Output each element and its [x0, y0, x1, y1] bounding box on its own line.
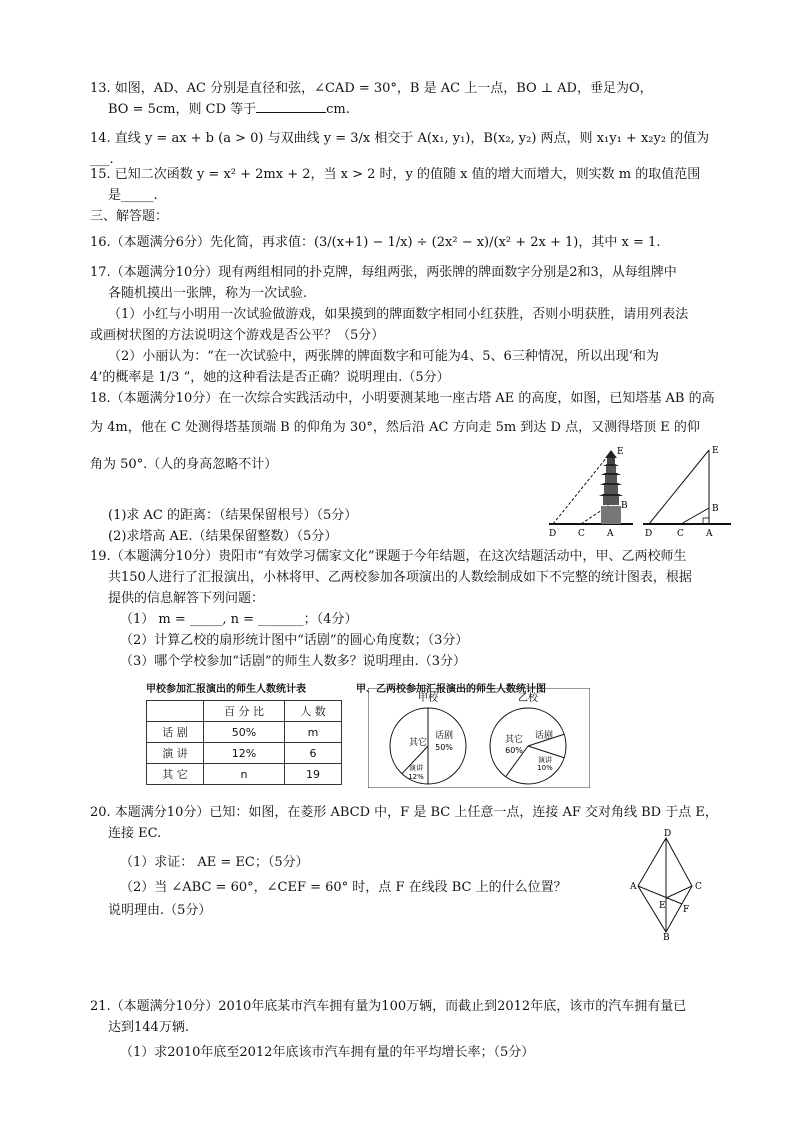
table-row [147, 722, 342, 743]
pie2-label-other: 其它 [504, 735, 524, 745]
rhombus-label-d: D [664, 829, 672, 839]
rhombus-label-b: B [663, 933, 670, 940]
fig2-label-c: C [677, 529, 684, 539]
q20-line1: 20. 本题满分10分）已知：如图，在菱形 ABCD 中，F 是 BC 上任意一点，连接 AF 交对角线 BD 于点 E， [90, 805, 718, 820]
pie2-label-drama: 话剧 [534, 731, 554, 741]
q20-part2: （2）当 ∠ABC = 60°，∠CEF = 60° 时，点 F 在线段 BC 上的什么位置？ [120, 880, 567, 895]
q19-part3: （3）哪个学校参加“话剧”的师生人数多？说明理由.（3分） [120, 654, 466, 669]
table-cell: n [204, 764, 285, 785]
pie1-value-speech: 12% [408, 773, 424, 781]
question-16 [90, 232, 730, 253]
table-cell: m [284, 722, 341, 743]
q19-table-title: 甲校参加汇报演出的师生人数统计表 [146, 684, 306, 695]
table-cell: 其 它 [147, 764, 204, 785]
pie1-title: 甲校 [418, 693, 438, 704]
pie-jia [390, 708, 466, 784]
fig1-label-b: B [621, 501, 628, 511]
table-cell: 19 [284, 764, 341, 785]
pie-yi [490, 708, 566, 784]
q20-part3: 说明理由.（5分） [108, 903, 212, 918]
q18-part2: (2)求塔高 AE.（结果保留整数）（5分） [108, 529, 338, 544]
q17-part1b: 或画树状图的方法说明这个游戏是否公平？（5分） [90, 328, 385, 343]
table-cell: 演 讲 [147, 743, 204, 764]
table-cell: 话 剧 [147, 722, 204, 743]
q20-rhombus-figure [628, 828, 708, 940]
q13-line1: 13. 如图，AD、AC 分别是直径和弦，∠CAD = 30°，B 是 AC 上一点，BO ⊥ AD，垂足为O， [90, 81, 653, 96]
rhombus-label-c: C [695, 882, 702, 892]
rhombus-abcd [638, 838, 692, 932]
fig1-label-d: D [549, 529, 557, 539]
pie1-label-drama: 话剧 [434, 731, 454, 741]
fig1-label-e: E [617, 447, 624, 457]
q19-line2: 共150人进行了汇报演出，小林将甲、乙两校参加各项演出的人数绘制成如下不完整的统计图表，根据 [108, 570, 692, 585]
pie2-value-speech: 10% [537, 764, 553, 772]
question-19 [90, 546, 730, 672]
question-13 [90, 78, 730, 120]
q18-part1: (1)求 AC 的距离：（结果保留根号）（5分） [108, 508, 358, 523]
section-3-heading: 三、解答题： [90, 209, 169, 224]
line-cb [681, 508, 709, 524]
fig2-label-b: B [712, 504, 719, 514]
table-header-row [147, 701, 342, 722]
q19-part2: （2）计算乙校的扇形统计图中“话剧”的圆心角度数；（3分） [120, 633, 469, 648]
question-21 [90, 996, 730, 1063]
q21-part1: （1）求2010年底至2012年底该市汽车拥有量的年平均增长率；（5分） [120, 1045, 535, 1060]
q14-text: 14. 直线 y = ax + b (a > 0) 与双曲线 y = 3/x 相交于 A(x₁, y₁)，B(x₂, y₂) 两点，则 x₁y₁ + x₂y₂ 的值为___. [90, 131, 710, 167]
pie2-value-other: 60% [505, 746, 523, 755]
q18-line2: 为 4m，他在 C 处测得塔基顶端 B 的仰角为 30°，然后沿 AC 方向走 5m 到达 D 点，又测得塔顶 E 的仰 [90, 420, 700, 435]
table-cell: 6 [284, 743, 341, 764]
q15-line2: 是_____. [108, 188, 158, 203]
fig2-label-a: A [706, 529, 713, 539]
pie1-label-speech: 演讲 [409, 764, 423, 772]
rhombus-label-a: A [630, 882, 637, 892]
table-header-cell: 百 分 比 [204, 701, 285, 722]
rhombus-label-f: F [683, 905, 690, 915]
table-row [147, 764, 342, 785]
q18-pagoda-figure [545, 440, 735, 540]
q15-line1: 15. 已知二次函数 y = x² + 2mx + 2，当 x > 2 时，y 的值随 x 值的增大而增大，则实数 m 的取值范围 [90, 167, 701, 182]
q17-line2: 各随机摸出一张牌，称为一次试验. [108, 286, 308, 301]
q19-line3: 提供的信息解答下列问题： [108, 591, 265, 606]
q21-line1: 21.（本题满分10分）2010年底某市汽车拥有量为100万辆，而截止到2012年底，该市的汽车拥有量已 [90, 999, 687, 1014]
q19-chart-title: 甲、乙两校参加汇报演出的师生人数统计图 [356, 684, 546, 695]
fig2-label-e: E [712, 446, 719, 456]
table-header-cell [147, 701, 204, 722]
q17-part2b: 4’的概率是 1/3 ”，她的这种看法是否正确？说明理由.（5分） [90, 370, 450, 385]
fig1-label-a: A [607, 529, 614, 539]
q17-line1: 17.（本题满分10分）现有两组相同的扑克牌，每组两张，两张牌的牌面数字分别是2和3，从每组牌中 [90, 265, 677, 280]
table-row [147, 743, 342, 764]
fig2-label-d: D [645, 529, 653, 539]
table-header-cell: 人 数 [284, 701, 341, 722]
q19-pie-charts [368, 688, 590, 788]
pie1-value-drama: 50% [435, 743, 453, 752]
fig1-label-c: C [578, 529, 585, 539]
pie2-label-speech: 演讲 [538, 756, 552, 764]
q20-line2: 连接 EC. [108, 826, 162, 841]
q20-part1: （1）求证： AE = EC；（5分） [120, 855, 309, 870]
q17-part2a: （2）小丽认为：“在一次试验中，两张牌的牌面数字和可能为4、5、6三种情况，所以出现‘和为 [108, 349, 659, 364]
q18-line3: 角为 50°.（人的身高忽略不计） [90, 457, 278, 472]
q19-line1: 19.（本题满分10分）贵阳市“有效学习儒家文化”课题于今年结题，在这次结题活动中，甲、乙两校师生 [90, 549, 687, 564]
pagoda-icon [599, 450, 623, 524]
q19-part1: （1） m = _____, n = _______；（4分） [120, 612, 358, 627]
q17-part1a: （1）小红与小明用一次试验做游戏，如果摸到的牌面数字相同小红获胜，否则小明获胜，请用列表法 [108, 307, 689, 322]
pie1-label-other: 其它 [408, 738, 428, 748]
question-15 [90, 164, 730, 206]
rhombus-label-e: E [659, 901, 666, 911]
table-cell: 12% [204, 743, 285, 764]
q13-line2: BO = 5cm，则 CD 等于 cm. [90, 99, 730, 120]
q19-stats-table [146, 700, 342, 785]
q16-text: 16.（本题满分6分）先化简，再求值：(3/(x+1) − 1/x) ÷ (2x² − x)/(x² + 2x + 1)，其中 x = 1. [90, 235, 661, 250]
table-cell: 50% [204, 722, 285, 743]
q21-line2: 达到144万辆. [108, 1020, 189, 1035]
q18-line1: 18.（本题满分10分）在一次综合实践活动中，小明要测某地一座古塔 AE 的高度，如图，已知塔基 AB 的高 [90, 391, 715, 406]
pie2-title: 乙校 [518, 693, 538, 704]
question-17 [90, 262, 730, 388]
